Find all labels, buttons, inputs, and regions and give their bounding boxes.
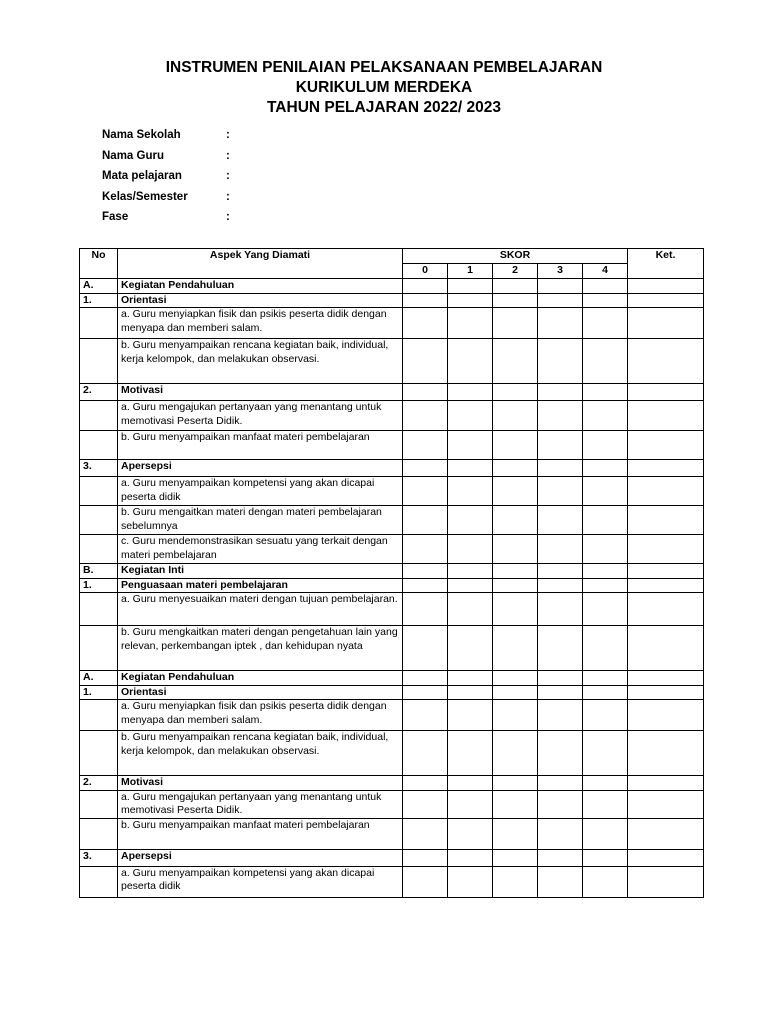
section-heading: Kegiatan Inti [118, 564, 403, 579]
score-cell-1 [448, 279, 493, 294]
score-cell-4 [583, 578, 628, 593]
score-cell-2 [493, 535, 538, 564]
table-row [80, 849, 704, 866]
header-row [80, 249, 704, 264]
ket-cell [628, 339, 704, 384]
score-cell-1 [448, 401, 493, 431]
score-cell-1 [448, 671, 493, 686]
score-cell-0 [403, 339, 448, 384]
row-number: 1. [80, 293, 118, 308]
aspect-item: a. Guru menyesuaikan materi dengan tujuan pembelajaran. [118, 593, 403, 626]
table-row [80, 279, 704, 294]
score-cell-1 [448, 593, 493, 626]
score-cell-4 [583, 506, 628, 535]
score-cell-2 [493, 849, 538, 866]
score-cell-0 [403, 384, 448, 401]
ket-cell [628, 384, 704, 401]
table-row [80, 431, 704, 460]
score-cell-3 [538, 564, 583, 579]
aspect-item: a. Guru mengajukan pertanyaan yang menantang untuk memotivasi Peserta Didik. [118, 790, 403, 818]
score-cell-3 [538, 384, 583, 401]
ket-cell [628, 776, 704, 791]
row-number [80, 401, 118, 431]
score-cell-1 [448, 685, 493, 700]
table-row [80, 339, 704, 384]
field-label: Nama Sekolah [102, 129, 181, 141]
score-cell-1 [448, 790, 493, 818]
score-cell-1 [448, 578, 493, 593]
table-row [80, 506, 704, 535]
score-cell-2 [493, 308, 538, 339]
field-separator: : [226, 170, 230, 182]
section-heading: Penguasaan materi pembelajaran [118, 578, 403, 593]
section-heading: Apersepsi [118, 849, 403, 866]
row-number [80, 308, 118, 339]
ket-cell [628, 685, 704, 700]
row-number [80, 700, 118, 731]
table-row [80, 293, 704, 308]
aspect-item: a. Guru menyampaikan kompetensi yang akan dicapai peserta didik [118, 477, 403, 506]
score-cell-4 [583, 535, 628, 564]
score-cell-0 [403, 564, 448, 579]
score-cell-4 [583, 460, 628, 477]
score-cell-1 [448, 339, 493, 384]
score-cell-3 [538, 339, 583, 384]
section-heading: Orientasi [118, 685, 403, 700]
field-separator: : [226, 149, 230, 162]
score-cell-1 [448, 731, 493, 776]
score-header-1: 1 [448, 264, 493, 279]
score-cell-4 [583, 818, 628, 849]
score-cell-4 [583, 401, 628, 431]
row-number: 1. [80, 578, 118, 593]
score-cell-1 [448, 700, 493, 731]
table-row [80, 790, 704, 818]
table-row [80, 308, 704, 339]
ket-cell [628, 279, 704, 294]
table-row [80, 460, 704, 477]
document-title [0, 58, 768, 118]
score-cell-2 [493, 477, 538, 506]
row-number: 2. [80, 384, 118, 401]
score-cell-3 [538, 818, 583, 849]
score-cell-0 [403, 849, 448, 866]
section-heading: Kegiatan Pendahuluan [118, 671, 403, 686]
score-cell-2 [493, 818, 538, 849]
score-cell-0 [403, 279, 448, 294]
table-row [80, 866, 704, 897]
aspect-item: b. Guru menyampaikan rencana kegiatan baik, individual, kerja kelompok, dan melakukan observasi. [118, 731, 403, 776]
header-no: No [80, 249, 118, 279]
score-cell-4 [583, 308, 628, 339]
score-cell-2 [493, 293, 538, 308]
ket-cell [628, 477, 704, 506]
row-number: 3. [80, 460, 118, 477]
ket-cell [628, 849, 704, 866]
row-number: A. [80, 279, 118, 294]
score-cell-4 [583, 849, 628, 866]
score-cell-0 [403, 535, 448, 564]
score-cell-2 [493, 866, 538, 897]
row-number [80, 731, 118, 776]
score-cell-4 [583, 564, 628, 579]
score-cell-3 [538, 477, 583, 506]
score-cell-2 [493, 279, 538, 294]
score-cell-4 [583, 293, 628, 308]
score-cell-2 [493, 700, 538, 731]
score-cell-4 [583, 671, 628, 686]
score-cell-1 [448, 384, 493, 401]
aspect-item: b. Guru mengkaitkan materi dengan pengetahuan lain yang relevan, perkembangan iptek , dan kehidupan nyata [118, 626, 403, 671]
row-number [80, 535, 118, 564]
table-row [80, 477, 704, 506]
ket-cell [628, 460, 704, 477]
ket-cell [628, 293, 704, 308]
row-number [80, 866, 118, 897]
ket-cell [628, 431, 704, 460]
ket-cell [628, 535, 704, 564]
ket-cell [628, 578, 704, 593]
aspect-item: b. Guru menyampaikan rencana kegiatan baik, individual, kerja kelompok, dan melakukan observasi. [118, 339, 403, 384]
score-cell-0 [403, 593, 448, 626]
table-row [80, 671, 704, 686]
score-cell-1 [448, 477, 493, 506]
score-cell-1 [448, 431, 493, 460]
score-cell-4 [583, 685, 628, 700]
table-row [80, 626, 704, 671]
table-row [80, 731, 704, 776]
score-cell-4 [583, 477, 628, 506]
ket-cell [628, 506, 704, 535]
score-cell-0 [403, 671, 448, 686]
row-number [80, 593, 118, 626]
score-cell-0 [403, 431, 448, 460]
ket-cell [628, 731, 704, 776]
score-cell-4 [583, 700, 628, 731]
aspect-item: b. Guru menyampaikan manfaat materi pembelajaran [118, 818, 403, 849]
score-header-3: 3 [538, 264, 583, 279]
score-cell-2 [493, 578, 538, 593]
row-number: A. [80, 671, 118, 686]
score-cell-3 [538, 293, 583, 308]
score-cell-1 [448, 293, 493, 308]
table-row [80, 818, 704, 849]
score-cell-4 [583, 776, 628, 791]
aspect-item: c. Guru mendemonstrasikan sesuatu yang terkait dengan materi pembelajaran [118, 535, 403, 564]
score-cell-3 [538, 731, 583, 776]
score-header-0: 0 [403, 264, 448, 279]
score-cell-1 [448, 564, 493, 579]
field-label: Mata pelajaran [102, 170, 182, 182]
aspect-item: a. Guru menyiapkan fisik dan psikis peserta didik dengan menyapa dan memberi salam. [118, 308, 403, 339]
score-cell-3 [538, 790, 583, 818]
score-cell-4 [583, 731, 628, 776]
score-header-2: 2 [493, 264, 538, 279]
score-header-4: 4 [583, 264, 628, 279]
field-separator: : [226, 211, 230, 223]
field-separator: : [226, 129, 230, 141]
aspect-item: b. Guru menyampaikan manfaat materi pembelajaran [118, 431, 403, 460]
score-cell-4 [583, 866, 628, 897]
score-cell-4 [583, 279, 628, 294]
row-number [80, 790, 118, 818]
table-row [80, 593, 704, 626]
score-cell-0 [403, 506, 448, 535]
score-cell-1 [448, 506, 493, 535]
score-cell-2 [493, 790, 538, 818]
score-cell-2 [493, 731, 538, 776]
score-cell-2 [493, 384, 538, 401]
score-cell-0 [403, 626, 448, 671]
aspect-item: b. Guru mengaitkan materi dengan materi pembelajaran sebelumnya [118, 506, 403, 535]
score-cell-2 [493, 626, 538, 671]
section-heading: Motivasi [118, 384, 403, 401]
table-row [80, 776, 704, 791]
score-cell-2 [493, 564, 538, 579]
score-cell-2 [493, 460, 538, 477]
table-row [80, 564, 704, 579]
score-cell-0 [403, 700, 448, 731]
score-cell-2 [493, 671, 538, 686]
ket-cell [628, 700, 704, 731]
ket-cell [628, 308, 704, 339]
score-cell-1 [448, 818, 493, 849]
row-number: 3. [80, 849, 118, 866]
section-heading: Apersepsi [118, 460, 403, 477]
score-cell-2 [493, 685, 538, 700]
table-row [80, 578, 704, 593]
aspect-item: a. Guru menyampaikan kompetensi yang akan dicapai peserta didik [118, 866, 403, 897]
score-cell-4 [583, 384, 628, 401]
row-number [80, 626, 118, 671]
field-separator: : [226, 190, 230, 203]
ket-cell [628, 593, 704, 626]
field-label: Fase [102, 211, 129, 223]
ket-cell [628, 626, 704, 671]
title-line-3: TAHUN PELAJARAN 2022/ 2023 [266, 99, 501, 116]
row-number [80, 339, 118, 384]
aspect-item: a. Guru menyiapkan fisik dan psikis peserta didik dengan menyapa dan memberi salam. [118, 700, 403, 731]
score-cell-3 [538, 626, 583, 671]
score-cell-2 [493, 339, 538, 384]
score-cell-3 [538, 460, 583, 477]
score-cell-2 [493, 776, 538, 791]
aspect-item: a. Guru mengajukan pertanyaan yang menantang untuk memotivasi Peserta Didik. [118, 401, 403, 431]
score-cell-4 [583, 431, 628, 460]
row-number: 1. [80, 685, 118, 700]
score-cell-3 [538, 431, 583, 460]
score-cell-4 [583, 626, 628, 671]
table-row [80, 700, 704, 731]
score-cell-0 [403, 818, 448, 849]
score-cell-0 [403, 776, 448, 791]
field-label: Kelas/Semester [102, 190, 188, 203]
score-cell-3 [538, 671, 583, 686]
ket-cell [628, 866, 704, 897]
field-label: Nama Guru [102, 149, 164, 162]
score-cell-1 [448, 866, 493, 897]
score-cell-1 [448, 308, 493, 339]
title-line-2: KURIKULUM MERDEKA [295, 79, 473, 96]
section-heading: Motivasi [118, 776, 403, 791]
score-cell-3 [538, 506, 583, 535]
score-cell-3 [538, 866, 583, 897]
table-row [80, 384, 704, 401]
score-cell-0 [403, 460, 448, 477]
score-cell-0 [403, 477, 448, 506]
row-number: B. [80, 564, 118, 579]
section-heading: Kegiatan Pendahuluan [118, 279, 403, 294]
section-heading: Orientasi [118, 293, 403, 308]
table-row [80, 401, 704, 431]
score-cell-3 [538, 685, 583, 700]
score-cell-2 [493, 593, 538, 626]
title-line-1: INSTRUMEN PENILAIAN PELAKSANAAN PEMBELAJARAN [165, 59, 603, 76]
score-cell-2 [493, 401, 538, 431]
row-number [80, 818, 118, 849]
table-row [80, 535, 704, 564]
score-cell-1 [448, 460, 493, 477]
score-cell-2 [493, 431, 538, 460]
score-cell-0 [403, 866, 448, 897]
score-cell-0 [403, 293, 448, 308]
score-cell-1 [448, 626, 493, 671]
score-cell-0 [403, 308, 448, 339]
score-cell-3 [538, 776, 583, 791]
header-aspek: Aspek Yang Diamati [118, 249, 403, 279]
score-cell-0 [403, 790, 448, 818]
header-ket: Ket. [628, 249, 704, 279]
ket-cell [628, 818, 704, 849]
score-cell-1 [448, 535, 493, 564]
score-cell-0 [403, 685, 448, 700]
ket-cell [628, 401, 704, 431]
row-number [80, 506, 118, 535]
table-row [80, 685, 704, 700]
ket-cell [628, 790, 704, 818]
score-cell-1 [448, 776, 493, 791]
assessment-table [79, 248, 704, 898]
score-cell-3 [538, 849, 583, 866]
score-cell-3 [538, 308, 583, 339]
score-cell-0 [403, 401, 448, 431]
score-cell-3 [538, 279, 583, 294]
row-number: 2. [80, 776, 118, 791]
ket-cell [628, 564, 704, 579]
score-cell-3 [538, 700, 583, 731]
header-skor: SKOR [403, 249, 628, 264]
score-cell-1 [448, 849, 493, 866]
ket-cell [628, 671, 704, 686]
score-cell-0 [403, 731, 448, 776]
score-cell-3 [538, 535, 583, 564]
score-cell-2 [493, 506, 538, 535]
score-cell-4 [583, 593, 628, 626]
score-cell-0 [403, 578, 448, 593]
score-cell-3 [538, 578, 583, 593]
row-number [80, 431, 118, 460]
score-cell-4 [583, 790, 628, 818]
score-cell-3 [538, 401, 583, 431]
score-cell-3 [538, 593, 583, 626]
score-cell-4 [583, 339, 628, 384]
row-number [80, 477, 118, 506]
